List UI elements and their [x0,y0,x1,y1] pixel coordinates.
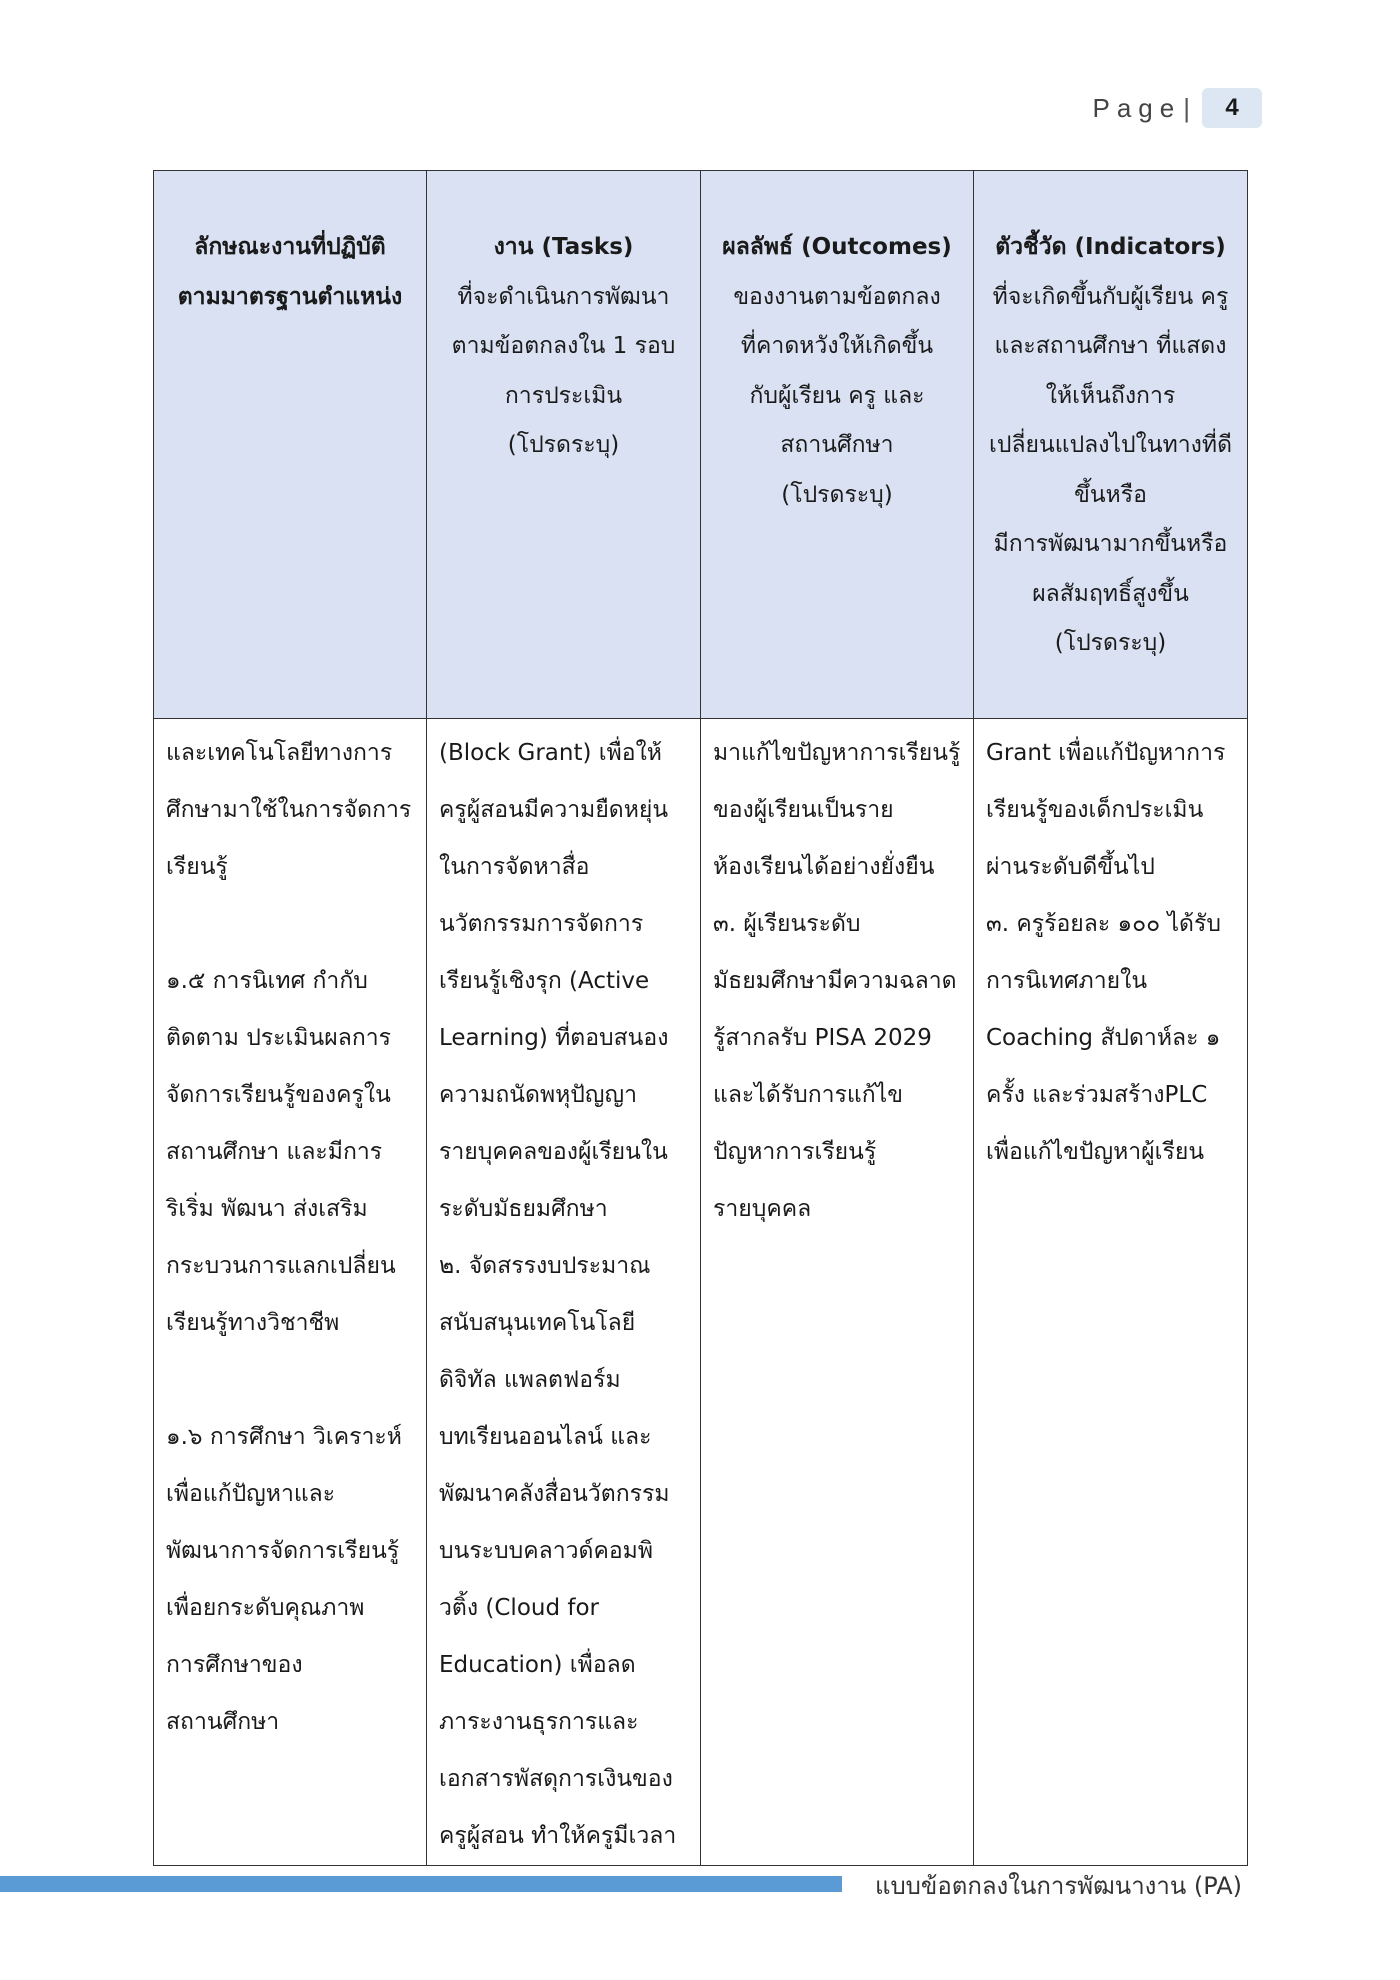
cell-line: เอกสารพัสดุการเงินของ [439,1766,673,1792]
header-line: มีการพัฒนามากขึ้นหรือ [993,531,1228,557]
cell-line: Learning) ที่ตอบสนอง [439,1025,669,1051]
cell-line: ครูผู้สอนมีความยืดหยุ่น [439,797,669,823]
cell-line: เพื่อยกระดับคุณภาพ [166,1595,365,1621]
header-col-outcomes [701,171,974,719]
cell-line: บทเรียนออนไลน์ และ [439,1424,652,1450]
page-header [1093,88,1263,128]
cell-line: มาแก้ไขปัญหาการเรียนรู้ [713,740,961,766]
cell-line: เรียนรู้ของเด็กประเมิน [986,797,1204,823]
cell-line: นวัตกรรมการจัดการ [439,911,644,937]
cell-line: ปัญหาการเรียนรู้ [713,1139,877,1165]
header-line: ตามมาตรฐานตำแหน่ง [177,283,403,310]
cell-line: เรียนรู้ [166,854,228,880]
cell-line: กระบวนการแลกเปลี่ยน [166,1253,396,1279]
cell-line: สนับสนุนเทคโนโลยี [439,1310,636,1336]
header-line: ที่คาดหวังให้เกิดขึ้น [740,333,934,359]
cell-line: บนระบบคลาวด์คอมพิ [439,1538,653,1564]
header-line: (โปรดระบุ) [1054,630,1167,656]
cell-duties [154,719,427,1866]
header-line: (โปรดระบุ) [507,432,620,458]
cell-line: ครูผู้สอน ทำให้ครูมีเวลา [439,1823,677,1849]
cell-tasks [427,719,701,1866]
header-title: ผลลัพธ์ (Outcomes) [722,234,952,260]
header-line: เปลี่ยนแปลงไปในทางที่ดี [988,432,1233,458]
cell-line: ๓. ผู้เรียนระดับ [713,911,861,937]
cell-line: พัฒนาคลังสื่อนวัตกรรม [439,1481,670,1507]
cell-line: รายบุคคล [713,1196,812,1222]
cell-line: เพื่อแก้ปัญหาและ [166,1481,336,1507]
table-header-row [154,171,1248,719]
header-title: ลักษณะงานที่ปฏิบัติ [194,234,386,260]
cell-line: ริเริ่ม พัฒนา ส่งเสริม [166,1196,368,1222]
cell-line: การศึกษาของ [166,1652,303,1678]
cell-line: สถานศึกษา [166,1709,280,1735]
cell-line: สถานศึกษา และมีการ [166,1139,383,1165]
cell-line: Education) เพื่อลด [439,1652,636,1678]
cell-line: ภาระงานธุรการและ [439,1709,639,1735]
duties-paragraph [166,953,414,1352]
header-title: ตัวชี้วัด (Indicators) [995,234,1226,260]
cell-line: ๓. ครูร้อยละ ๑๐๐ ได้รับ [986,911,1221,937]
header-line: และสถานศึกษา ที่แสดง [994,333,1227,359]
duties-paragraph [166,725,414,896]
cell-line: Grant เพื่อแก้ปัญหาการ [986,740,1226,766]
cell-line: และได้รับการแก้ไข [713,1082,903,1108]
cell-line: จัดการเรียนรู้ของครูใน [166,1082,391,1108]
cell-line: ในการจัดหาสื่อ [439,854,590,880]
header-col-tasks [427,171,701,719]
paragraph-spacer [166,896,414,953]
header-col-duties [154,171,427,719]
cell-line: มัธยมศึกษามีความฉลาด [713,968,957,994]
cell-line: พัฒนาการจัดการเรียนรู้ [166,1538,400,1564]
header-line: กับผู้เรียน ครู และ [749,382,925,409]
cell-line: ครั้ง และร่วมสร้างPLC [986,1082,1208,1108]
cell-line: รู้สากลรับ PISA 2029 [713,1025,932,1051]
header-line: ผลสัมฤทธิ์สูงขึ้น [1032,580,1189,607]
header-line: ที่จะเกิดขึ้นกับผู้เรียน ครู [992,283,1229,310]
cell-line: และเทคโนโลยีทางการ [166,740,393,766]
table-row [154,719,1248,1866]
cell-line: เรียนรู้ทางวิชาชีพ [166,1310,340,1336]
cell-outcomes [701,719,974,1866]
footer-bar [0,1876,842,1892]
header-line: ที่จะดำเนินการพัฒนา [457,283,670,310]
cell-line: ความถนัดพหุปัญญา [439,1082,637,1108]
cell-line: ระดับมัธยมศึกษา [439,1196,608,1222]
cell-line: เพื่อแก้ไขปัญหาผู้เรียน [986,1139,1205,1165]
cell-line: ๑.๕ การนิเทศ กำกับ [166,968,368,994]
cell-line: เรียนรู้เชิงรุก (Active [439,968,650,994]
cell-line: ผ่านระดับดีขึ้นไป [986,854,1155,880]
page-number: 4 [1202,88,1262,128]
page-label: Page [1092,92,1182,123]
header-line: สถานศึกษา [780,432,894,458]
page-separator: | [1183,92,1190,123]
cell-line: วติ้ง (Cloud for [439,1595,600,1621]
header-line: ขึ้นหรือ [1074,481,1147,508]
header-line: ตามข้อตกลงใน 1 รอบ [451,333,676,359]
header-line: การประเมิน [504,382,623,409]
cell-line: ๑.๖ การศึกษา วิเคราะห์ [166,1424,402,1450]
pa-agreement-table [153,170,1248,1866]
cell-indicators [974,719,1248,1866]
cell-line: Coaching สัปดาห์ละ ๑ [986,1025,1221,1051]
cell-line: (Block Grant) เพื่อให้ [439,740,662,766]
cell-line: ของผู้เรียนเป็นราย [713,797,894,823]
header-title: งาน (Tasks) [493,234,634,260]
cell-line: ห้องเรียนได้อย่างยั่งยืน [713,854,935,880]
cell-line: ศึกษามาใช้ในการจัดการ [166,797,412,823]
header-col-indicators [974,171,1248,719]
header-line: ของงานตามข้อตกลง [733,283,941,310]
cell-line: รายบุคคลของผู้เรียนใน [439,1139,668,1165]
cell-line: ดิจิทัล แพลตฟอร์ม [439,1367,621,1393]
paragraph-spacer [166,1352,414,1409]
footer-title: แบบข้อตกลงในการพัฒนางาน (PA) [874,1872,1242,1900]
duties-paragraph [166,1409,414,1751]
cell-line: การนิเทศภายใน [986,968,1148,994]
header-line: ให้เห็นถึงการ [1045,382,1176,409]
header-line: (โปรดระบุ) [781,481,893,508]
cell-line: ๒. จัดสรรงบประมาณ [439,1253,651,1279]
cell-line: ติดตาม ประเมินผลการ [166,1025,392,1051]
